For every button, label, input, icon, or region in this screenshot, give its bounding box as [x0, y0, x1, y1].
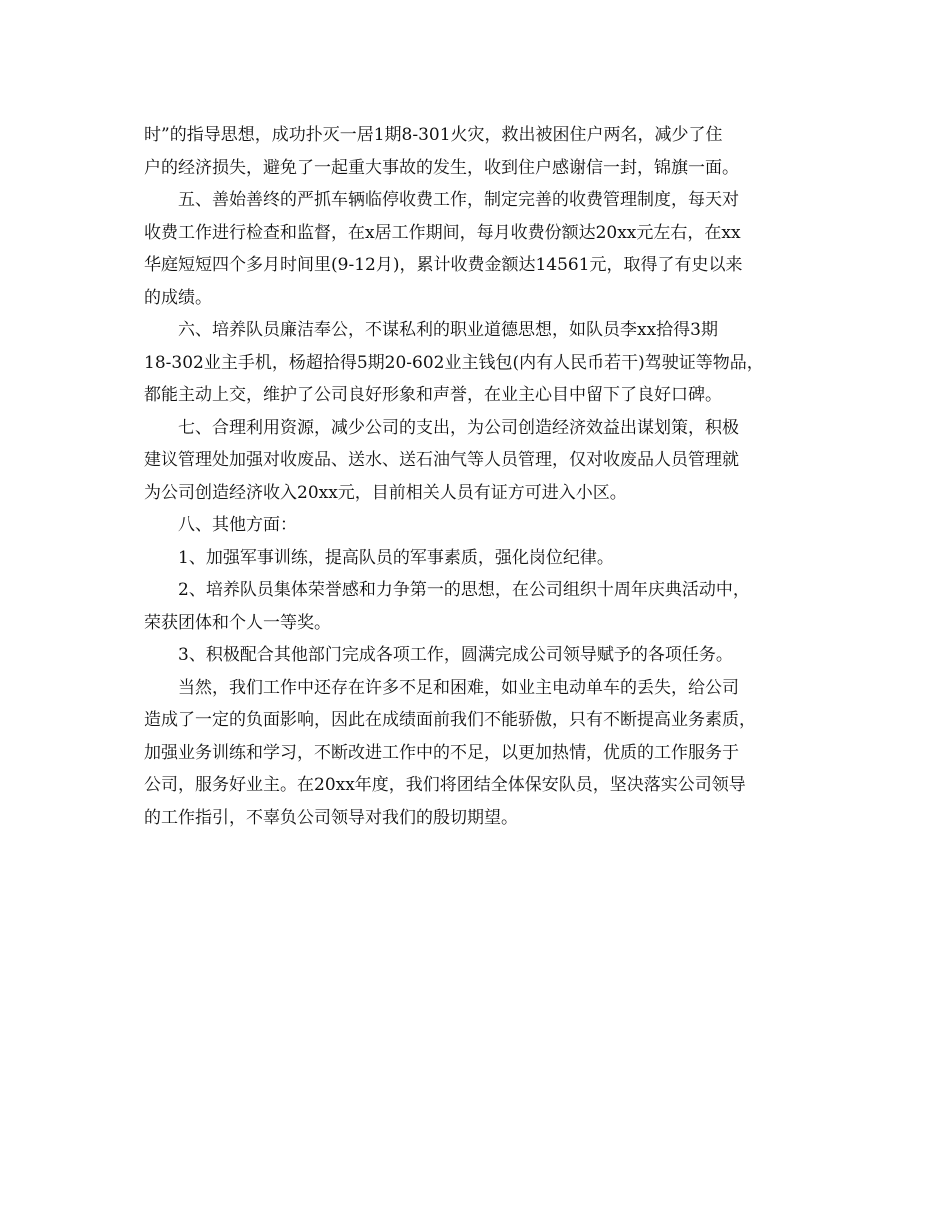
text-line: 华庭短短四个多月时间里(9-12月)，累计收费金额达14561元，取得了有史以来 [144, 255, 743, 275]
text-line: 为公司创造经济收入20xx元，目前相关人员有证方可进入小区。 [144, 482, 627, 503]
text-line: 2、培养队员集体荣誉感和力争第一的思想，在公司组织十周年庆典活动中， [178, 580, 750, 600]
text-line: 当然，我们工作中还存在许多不足和困难，如业主电动单车的丢失，给公司 [178, 677, 739, 698]
text-line: 五、善始善终的严抓车辆临停收费工作，制定完善的收费管理制度，每天对 [178, 190, 739, 210]
text-line: 的成绩。 [144, 287, 212, 308]
text-line: 都能主动上交，维护了公司良好形象和声誉，在业主心目中留下了良好口碑。 [144, 385, 722, 405]
text-line: 户的经济损失，避免了一起重大事故的发生，收到住户感谢信一封，锦旗一面。 [144, 157, 739, 178]
text-line: 八、其他方面： [178, 515, 297, 535]
text-line: 加强业务训练和学习，不断改进工作中的不足，以更加热情，优质的工作服务于 [144, 742, 739, 763]
text-line: 收费工作进行检查和监督，在x居工作期间，每月收费份额达20xx元左右，在xx [144, 222, 741, 243]
text-line: 荣获团体和个人一等奖。 [144, 612, 331, 633]
text-line: 时”的指导思想，成功扑灭一居1期8-301火灾，救出被困住户两名，减少了住 [144, 125, 723, 145]
document-body [144, 119, 816, 834]
text-line: 六、培养队员廉洁奉公，不谋私利的职业道德思想，如队员李xx拾得3期 [178, 320, 718, 340]
text-line: 公司，服务好业主。在20xx年度，我们将团结全体保安队员，坚决落实公司领导 [144, 775, 746, 795]
text-line: 3、积极配合其他部门完成各项工作，圆满完成公司领导赋予的各项任务。 [178, 645, 733, 665]
text-line: 七、合理利用资源，减少公司的支出，为公司创造经济效益出谋划策，积极 [178, 417, 739, 438]
text-line: 1、加强军事训练，提高队员的军事素质，强化岗位纪律。 [178, 547, 614, 568]
text-line: 的工作指引，不辜负公司领导对我们的殷切期望。 [144, 807, 518, 828]
text-line: 建议管理处加强对收废品、送水、送石油气等人员管理，仅对收废品人员管理就 [144, 450, 739, 470]
text-line: 18-302业主手机，杨超拾得5期20-602业主钱包(内有人民币若干)驾驶证等物品， [144, 352, 764, 373]
text-line: 造成了一定的负面影响，因此在成绩面前我们不能骄傲，只有不断提高业务素质， [144, 710, 756, 730]
